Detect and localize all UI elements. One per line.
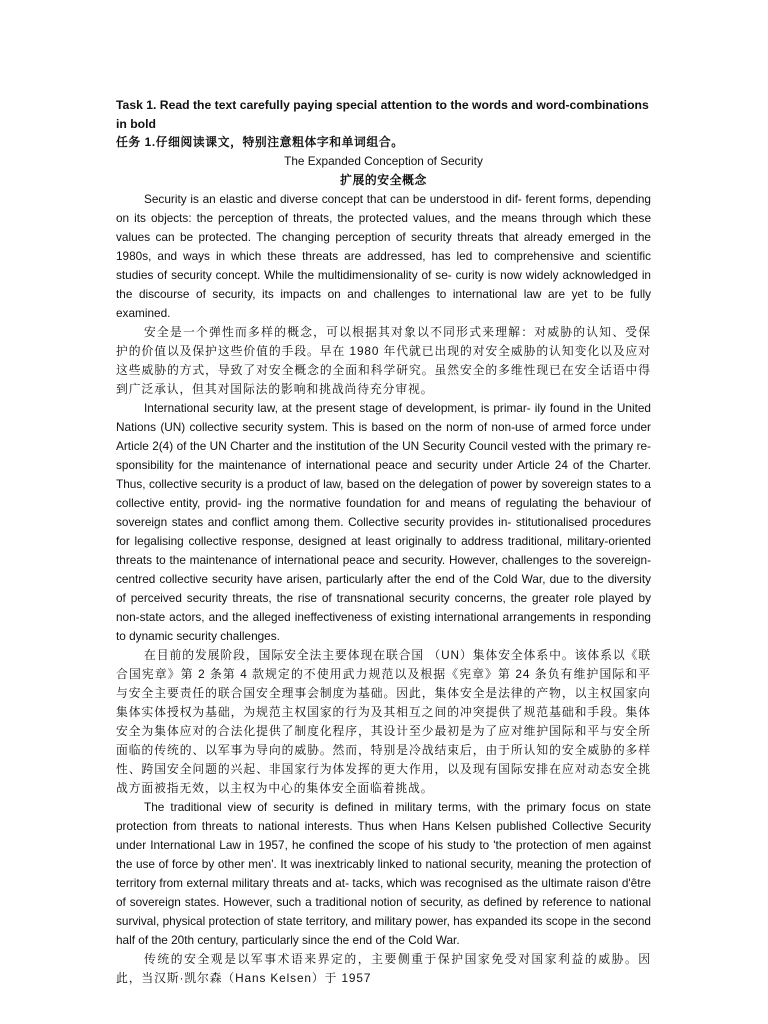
- paragraph-2-english: International security law, at the present stage of development, is primar- ily found in the United Nations (UN) collective security system. This is based on the norm of non-use of armed force under Article 2(4) of the UN Charter and the institution of the UN Security Council vested with the primary re- sponsibility for the maintenance of international peace and security under Article 24 of the Charter. Thus, collective security is a product of law, based on the delegation of power by sovereign states to a collective entity, provid- ing the normative foundation for and means of regulating the behaviour of sovereign states and conflict among them. Collective security provides in- stitutionalised procedures for legalising collective response, designed at least originally to address traditional, military-oriented threats to the maintenance of international peace and security. However, challenges to the sovereign- centred collective security have arisen, particularly after the end of the Cold War, due to the diversity of perceived security threats, the rise of transnational security concerns, the greater role played by non-state actors, and the alleged ineffectiveness of existing international arrangements in responding to dynamic security challenges.: [116, 401, 651, 643]
- article-title: The Expanded Conception of Security: [284, 154, 483, 168]
- task-heading: Task 1. Read the text carefully paying special attention to the words and word-combinations in bold: [116, 98, 649, 131]
- paragraph-3-english: The traditional view of security is defined in military terms, with the primary focus on state protection from threats to national interests. Thus when Hans Kelsen published Collective Security under International Law in 1957, he confined the scope of his study to 'the protection of men against the use of force by other men'. It was inextricably linked to national security, meaning the protection of territory from external military threats and at- tacks, which was recognised as the ultimate raison d'être of sovereign states. However, such a traditional notion of security, as defined by reference to national survival, physical protection of state territory, and military power, has expanded its scope in the second half of the 20th century, particularly since the end of the Cold War.: [116, 800, 651, 947]
- paragraph-1-chinese: 安全是一个弹性而多样的概念，可以根据其对象以不同形式来理解：对威胁的认知、受保护的价值以及保护这些价值的手段。早在 1980 年代就已出现的对安全威胁的认知变化以及应对这些威胁的方式，导致了对安全概念的全面和科学研究。虽然安全的多维性现已在安全话语中得到广泛承认，但其对国际法的影响和挑战尚待充分审视。: [116, 325, 651, 396]
- paragraph-2-chinese: 在目前的发展阶段，国际安全法主要体现在联合国 （UN）集体安全体系中。该体系以《联合国宪章》第 2 条第 4 款规定的不使用武力规范以及根据《宪章》第 24 条负有维护国际和平与安全主要责任的联合国安全理事会制度为基础。因此，集体安全是法律的产物，以主权国家向集体实体授权为基础，为规范主权国家的行为及其相互之间的冲突提供了规范基础和手段。集体安全为集体应对的合法化提供了制度化程序，其设计至少最初是为了应对维护国际和平与安全所面临的传统的、以军事为导向的威胁。然而，特别是冷战结束后，由于所认知的安全威胁的多样性、跨国安全问题的兴起、非国家行为体发挥的更大作用，以及现有国际安排在应对动态安全挑战方面被指无效，以主权为中心的集体安全面临着挑战。: [116, 648, 651, 795]
- document-page: [116, 96, 651, 988]
- paragraph-3-chinese: 传统的安全观是以军事术语来界定的，主要侧重于保护国家免受对国家利益的威胁。因此，当汉斯·凯尔森（Hans Kelsen）于 1957: [116, 952, 651, 985]
- article-title-chinese: 扩展的安全概念: [340, 173, 427, 187]
- paragraph-1-english: Security is an elastic and diverse concept that can be understood in dif- ferent forms, depending on its objects: the perception of threats, the protected values, and the means through which these values can be protected. The changing perception of security threats that already emerged in the 1980s, and ways in which these threats are addressed, has led to comprehensive and scientific studies of security concept. While the multidimensionality of se- curity is now widely acknowledged in the discourse of security, its impacts on and challenges to international law are yet to be fully examined.: [116, 192, 651, 320]
- task-heading-chinese: 任务 1.仔细阅读课文，特别注意粗体字和单词组合。: [116, 135, 404, 149]
